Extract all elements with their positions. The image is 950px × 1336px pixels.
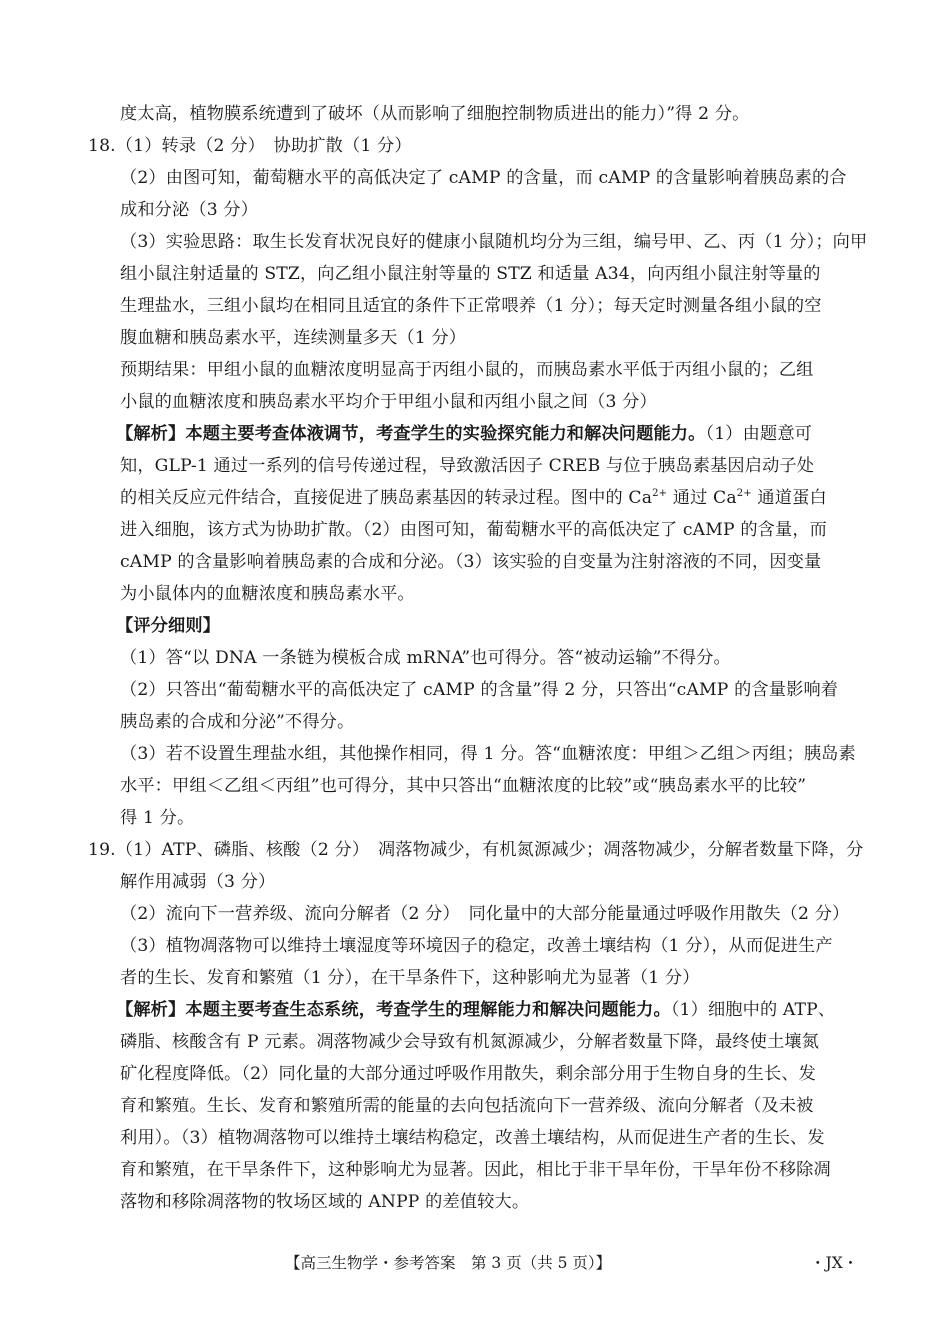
text-line: 进入细胞，该方式为协助扩散。（2）由图可知，葡萄糖水平的高低决定了 cAMP 的含量，而	[120, 520, 828, 540]
text-line: （2）由图可知，葡萄糖水平的高低决定了 cAMP 的含量，而 cAMP 的含量影响着胰岛素的合	[120, 168, 847, 188]
text-line: 知，GLP-1 通过一系列的信号传递过程，导致激活因子 CREB 与位于胰岛素基因启动子处	[120, 456, 815, 476]
text-line: 成和分泌（3 分）	[120, 200, 259, 220]
text-line: 育和繁殖。生长、发育和繁殖所需的能量的去向包括流向下一营养级、流向分解者（及未被	[120, 1096, 814, 1116]
analysis-heading: 【解析】本题主要考查体液调节，考查学生的实验探究能力和解决问题能力。	[116, 424, 706, 444]
footer-code: ・JX・	[810, 1254, 859, 1272]
analysis-text: （1）由题意可	[705, 424, 812, 444]
text-line: 生理盐水，三组小鼠均在相同且适宜的条件下正常喂养（1 分）；每天定时测量各组小鼠的空	[120, 296, 822, 316]
analysis-line	[116, 999, 835, 1021]
page-footer: 【高三生物学・参考答案 第 3 页（共 5 页）】	[285, 1254, 612, 1272]
text-line: 利用）。（3）植物凋落物可以维持土壤结构稳定，改善土壤结构，从而促进生产者的生长、发	[120, 1128, 825, 1148]
text-line: cAMP 的含量影响着胰岛素的合成和分泌。（3）该实验的自变量为注射溶液的不同，因变量	[120, 552, 822, 572]
text-line: 磷脂、核酸含有 P 元素。凋落物减少会导致有机氮源减少，分解者数量下降，最终使土壤氮	[120, 1032, 820, 1052]
answer-18-part1: 18.（1）转录（2 分） 协助扩散（1 分）	[88, 136, 412, 156]
text-line: （3）若不设置生理盐水组，其他操作相同，得 1 分。答“血糖浓度：甲组＞乙组＞丙组；胰岛素	[120, 744, 856, 764]
analysis-text: （1）细胞中的 ATP、	[670, 1000, 836, 1020]
text-line: （1）答“以 DNA 一条链为模板合成 mRNA”也可得分。答“被动运输”不得分。	[120, 648, 731, 668]
text-segment: 通道蛋白	[751, 488, 827, 508]
analysis-heading: 【解析】本题主要考查生态系统，考查学生的理解能力和解决问题能力。	[116, 1000, 671, 1020]
scoring-heading: 【评分细则】	[116, 616, 221, 636]
answer-19-part1: 19.（1）ATP、磷脂、核酸（2 分） 凋落物减少，有机氮源减少；凋落物减少，分解者数量下降，分	[88, 840, 864, 860]
text-line: 为小鼠体内的血糖浓度和胰岛素水平。	[120, 584, 415, 604]
text-line: 水平：甲组＜乙组＜丙组”也可得分，其中只答出“血糖浓度的比较”或“胰岛素水平的比较”	[120, 776, 807, 796]
text-line: 者的生长、发育和繁殖（1 分），在干旱条件下，这种影响尤为显著（1 分）	[120, 968, 700, 988]
text-line: 矿化程度降低。（2）同化量的大部分通过呼吸作用散失，剩余部分用于生物自身的生长、发	[120, 1064, 816, 1084]
superscript: 2+	[652, 488, 668, 499]
text-line: （3）植物凋落物可以维持土壤湿度等环境因子的稳定，改善土壤结构（1 分），从而促进生产	[120, 936, 833, 956]
text-line: （3）实验思路：取生长发育状况良好的健康小鼠随机均分为三组，编号甲、乙、丙（1 分）；向甲	[120, 232, 868, 252]
text-line	[120, 487, 827, 509]
text-line: 小鼠的血糖浓度和胰岛素水平均介于甲组小鼠和丙组小鼠之间（3 分）	[120, 392, 657, 412]
text-line: 度太高，植物膜系统遭到了破坏（从而影响了细胞控制物质进出的能力）”得 2 分。	[120, 104, 750, 124]
analysis-line	[116, 423, 812, 445]
text-line: 组小鼠注射适量的 STZ，向乙组小鼠注射等量的 STZ 和适量 A34，向丙组小鼠注射等量的	[120, 264, 821, 284]
text-line: 腹血糖和胰岛素水平，连续测量多天（1 分）	[120, 328, 467, 348]
text-line: 得 1 分。	[120, 808, 195, 828]
text-line: 预期结果：甲组小鼠的血糖浓度明显高于丙组小鼠的，而胰岛素水平低于丙组小鼠的；乙组	[120, 360, 814, 380]
text-line: （2）流向下一营养级、流向分解者（2 分） 同化量中的大部分能量通过呼吸作用散失（2 分）	[120, 904, 850, 924]
text-line: 育和繁殖，在干旱条件下，这种影响尤为显著。因此，相比于非干旱年份，干旱年份不移除凋	[120, 1160, 831, 1180]
text-line: 落物和移除凋落物的牧场区域的 ANPP 的差值较大。	[120, 1192, 530, 1212]
text-segment: 的相关反应元件结合，直接促进了胰岛素基因的转录过程。图中的 Ca	[120, 488, 653, 508]
text-line: 胰岛素的合成和分泌”不得分。	[120, 712, 355, 732]
text-line: 解作用减弱（3 分）	[120, 872, 276, 892]
text-line: （2）只答出“葡萄糖水平的高低决定了 cAMP 的含量”得 2 分，只答出“cAMP 的含量影响着	[120, 680, 839, 700]
text-segment: 通过 Ca	[667, 488, 737, 508]
superscript: 2+	[736, 488, 752, 499]
